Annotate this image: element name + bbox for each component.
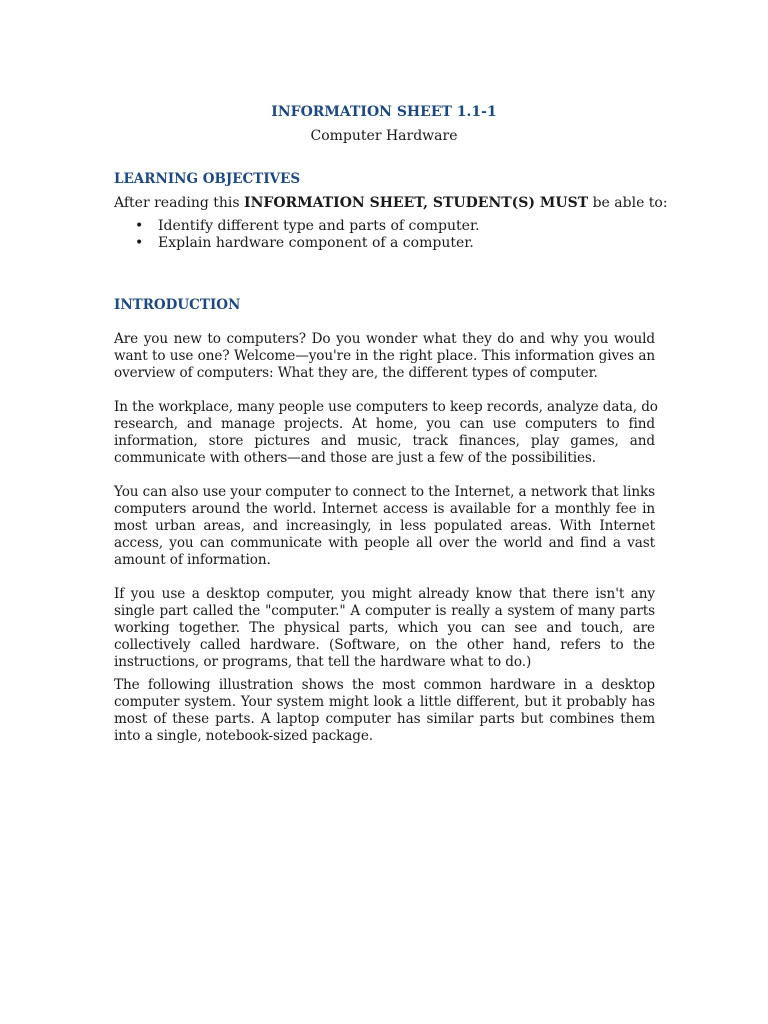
objectives-intro-prefix: After reading this bbox=[114, 195, 245, 211]
paragraph-line: You can also use your computer to connect to the Internet, a network that links bbox=[114, 484, 655, 500]
paragraph-line: most urban areas, and increasingly, in less populated areas. With Internet bbox=[114, 518, 655, 534]
objectives-intro bbox=[114, 194, 668, 212]
learning-objectives-heading: LEARNING OBJECTIVES bbox=[114, 171, 301, 187]
paragraph-line: The following illustration shows the most common hardware in a desktop bbox=[114, 677, 655, 693]
bullet-icon: • bbox=[135, 218, 144, 234]
intro-paragraph-1 bbox=[114, 331, 655, 382]
paragraph-line: amount of information. bbox=[114, 552, 271, 568]
intro-paragraph-5 bbox=[114, 677, 655, 745]
introduction-heading: INTRODUCTION bbox=[114, 297, 241, 313]
objectives-intro-bold: INFORMATION SHEET, STUDENT(S) MUST bbox=[244, 195, 589, 211]
list-item bbox=[114, 235, 655, 252]
intro-paragraph-4 bbox=[114, 586, 655, 671]
paragraph-line: want to use one? Welcome—you're in the right place. This information gives an bbox=[114, 348, 655, 364]
paragraph-line: working together. The physical parts, which you can see and touch, are bbox=[114, 620, 655, 636]
objectives-list bbox=[114, 218, 655, 252]
paragraph-line: In the workplace, many people use computers to keep records, analyze data, do bbox=[114, 399, 658, 415]
paragraph-line: into a single, notebook-sized package. bbox=[114, 728, 374, 744]
paragraph-line: access, you can communicate with people all over the world and find a vast bbox=[114, 535, 655, 551]
paragraph-line: instructions, or programs, that tell the hardware what to do.) bbox=[114, 654, 532, 670]
list-item-text: Explain hardware component of a computer. bbox=[158, 235, 474, 251]
document-title: INFORMATION SHEET 1.1-1 bbox=[271, 104, 497, 120]
list-item-text: Identify different type and parts of computer. bbox=[158, 218, 480, 234]
bullet-icon: • bbox=[135, 235, 144, 251]
list-item bbox=[114, 218, 655, 235]
objectives-intro-suffix: be able to: bbox=[588, 195, 668, 211]
intro-paragraph-3 bbox=[114, 484, 655, 569]
intro-paragraph-2 bbox=[114, 399, 658, 467]
paragraph-line: computer system. Your system might look a little different, but it probably has bbox=[114, 694, 655, 710]
paragraph-line: collectively called hardware. (Software, on the other hand, refers to the bbox=[114, 637, 655, 653]
paragraph-line: information, store pictures and music, track finances, play games, and bbox=[114, 433, 655, 449]
document-subtitle: Computer Hardware bbox=[310, 128, 458, 144]
paragraph-line: Are you new to computers? Do you wonder what they do and why you would bbox=[114, 331, 655, 347]
paragraph-line: overview of computers: What they are, the different types of computer. bbox=[114, 365, 598, 381]
paragraph-line: communicate with others—and those are just a few of the possibilities. bbox=[114, 450, 597, 466]
paragraph-line: most of these parts. A laptop computer has similar parts but combines them bbox=[114, 711, 655, 727]
paragraph-line: If you use a desktop computer, you might already know that there isn't any bbox=[114, 586, 655, 602]
paragraph-line: single part called the "computer." A computer is really a system of many parts bbox=[114, 603, 655, 619]
paragraph-line: research, and manage projects. At home, you can use computers to find bbox=[114, 416, 655, 432]
paragraph-line: computers around the world. Internet access is available for a monthly fee in bbox=[114, 501, 655, 517]
